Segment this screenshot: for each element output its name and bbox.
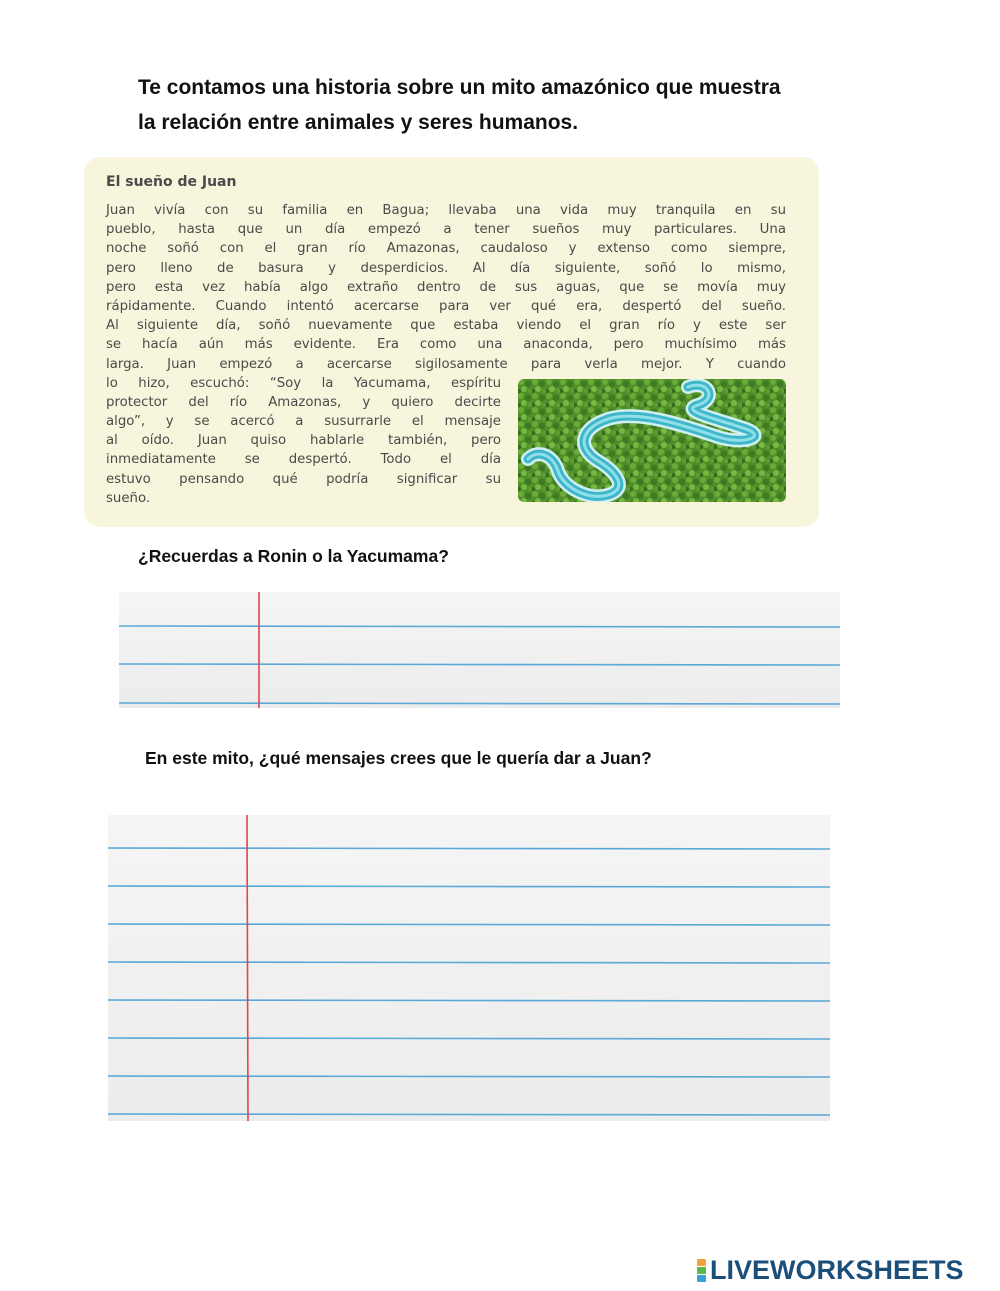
story-title: El sueño de Juan <box>106 174 237 190</box>
story-line: algo”, y se acercó a susurrarle el mensaje <box>106 414 501 430</box>
question-1: ¿Recuerdas a Ronin o la Yacumama? <box>138 546 449 566</box>
story-line: Al siguiente día, soñó nuevamente que estaba viendo el gran río y este ser <box>106 318 786 334</box>
story-line: lo hizo, escuchó: “Soy la Yacumama, espíritu <box>106 375 501 391</box>
logo-text: LIVEWORKSHEETS <box>710 1254 964 1285</box>
answer-area-2[interactable] <box>108 815 830 1121</box>
intro-text <box>138 70 898 140</box>
story-line: pero lleno de basura y desperdicios. Al día siguiente, soñó lo mismo, <box>106 260 786 276</box>
lined-paper-1 <box>119 592 840 708</box>
story-box <box>84 157 819 527</box>
story-line: sueño. <box>106 490 151 506</box>
story-line: rápidamente. Cuando intentó acercarse para ver qué era, despertó del sueño. <box>106 298 786 314</box>
story-line: pero esta vez había algo extraño dentro de sus aguas, que se movía muy <box>106 279 786 295</box>
lined-paper-2 <box>108 815 830 1121</box>
question-2: En este mito, ¿qué mensajes crees que le quería dar a Juan? <box>145 748 652 768</box>
river-forest-image <box>518 379 786 502</box>
story-line: se hacía aún más evidente. Era como una anaconda, pero muchísimo más <box>106 337 786 353</box>
intro-line-2: la relación entre animales y seres humanos. <box>138 111 579 134</box>
story-line: larga. Juan empezó a acercarse sigilosamente para verla mejor. Y cuando <box>106 356 786 372</box>
intro-line-1: Te contamos una historia sobre un mito amazónico que muestra <box>138 76 781 99</box>
logo-mark-icon <box>697 1259 706 1282</box>
story-line: al oído. Juan quiso hablarle también, pero <box>106 433 501 449</box>
story-line: estuvo pensando qué podría significar su <box>106 471 501 487</box>
story-line: noche soñó con el gran río Amazonas, caudaloso y extenso como siempre, <box>106 241 786 257</box>
story-line: inmediatamente se despertó. Todo el día <box>106 452 501 468</box>
liveworksheets-logo <box>697 1254 964 1286</box>
story-line: Juan vivía con su familia en Bagua; llevaba una vida muy tranquila en su <box>106 203 786 218</box>
answer-area-1[interactable] <box>119 592 840 708</box>
story-line: pueblo, hasta que un día empezó a tener sueños muy particulares. Una <box>106 222 786 238</box>
story-line: protector del río Amazonas, y quiero decirte <box>106 394 501 410</box>
